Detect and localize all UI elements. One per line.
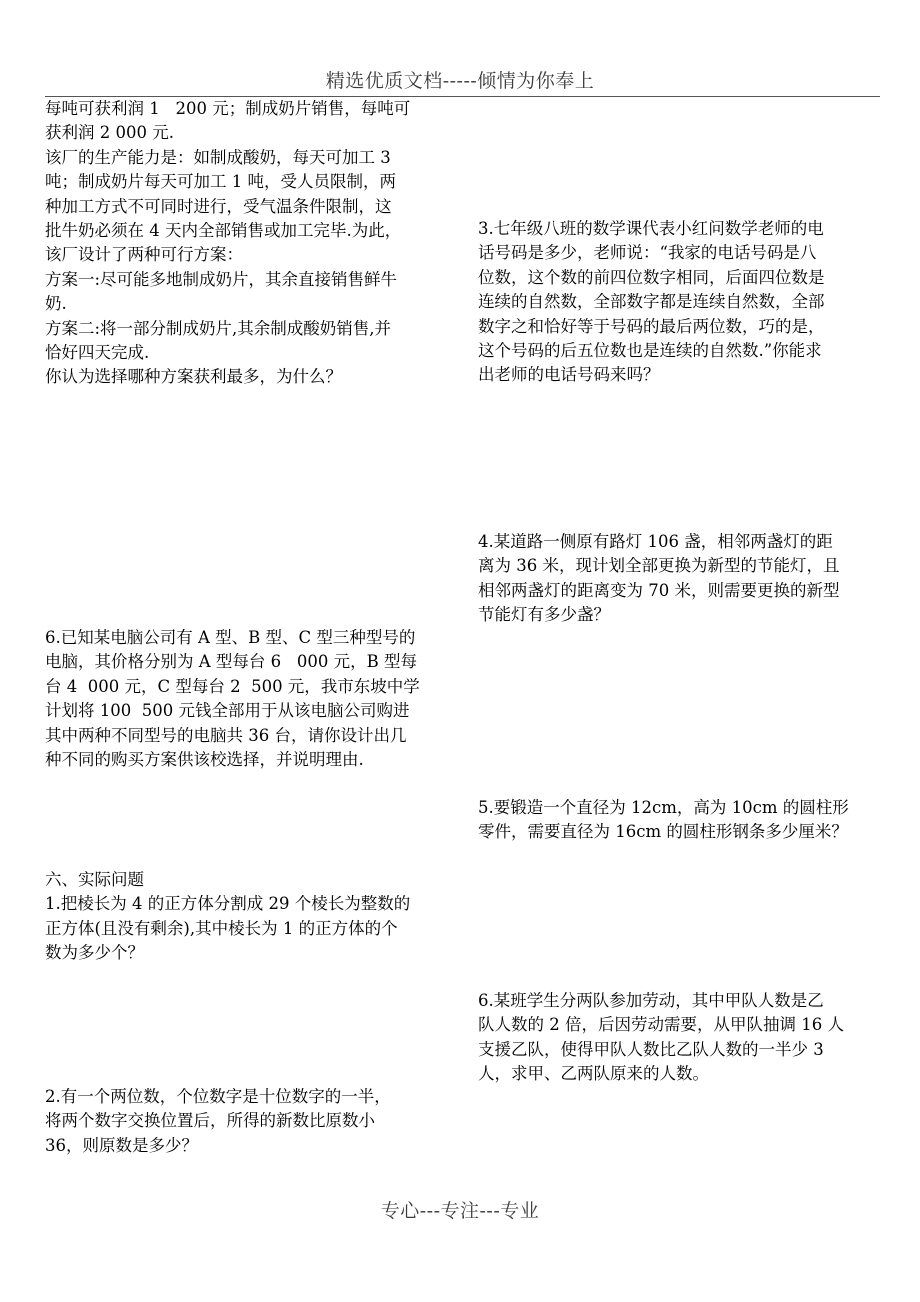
text-line: 位数，这个数的前四位数字相同，后面四位数是 [478, 267, 825, 287]
text-line: 数字之和恰好等于号码的最后两位数，巧的是， [478, 316, 825, 336]
text-line: 奶. [45, 294, 67, 314]
text-line: 离为 36 米，现计划全部更换为新型的节能灯，且 [478, 556, 840, 576]
text-line: 将两个数字交换位置后，所得的新数比原数小 [45, 1111, 375, 1131]
text-line: 数为多少个？ [45, 943, 144, 963]
text-line: 话号码是多少，老师说：“我家的电话号码是八 [478, 243, 817, 263]
text-line: 该厂的生产能力是：如制成酸奶，每天可加工 3 [45, 147, 391, 167]
text-line: 计划将 100 500 元钱全部用于从该电脑公司购进 [45, 701, 410, 721]
text-line: 你认为选择哪种方案获利最多，为什么？ [45, 367, 342, 387]
right-problem-5-cylinder [478, 796, 849, 845]
text-line: 5.要锻造一个直径为 12cm，高为 10cm 的圆柱形 [478, 798, 849, 817]
section-heading: 六、实际问题 [45, 870, 144, 889]
text-line: 6.某班学生分两队参加劳动，其中甲队人数是乙 [478, 991, 824, 1010]
text-line: 连续的自然数，全部数字都是连续自然数，全部 [478, 292, 825, 312]
text-line: 这个号码的后五位数也是连续的自然数.”你能求 [478, 341, 822, 361]
text-line: 该厂设计了两种可行方案： [45, 245, 243, 265]
left-problem-milk-plans [45, 97, 410, 390]
text-line: 支援乙队，使得甲队人数比乙队人数的一半少 3 [478, 1039, 824, 1059]
text-line: 吨；制成奶片每天可加工 1 吨，受人员限制，两 [45, 172, 396, 192]
text-line: 节能灯有多少盏？ [478, 605, 610, 625]
text-line: 方案一:尽可能多地制成奶片，其余直接销售鲜牛 [45, 269, 398, 289]
left-section-6-problem-1 [45, 868, 410, 966]
page-footer: 专心---专注---专业 [380, 1200, 540, 1222]
text-line: 其中两种不同型号的电脑共 36 台，请你设计出几 [45, 725, 407, 745]
text-line: 电脑，其价格分别为 A 型每台 6 000 元，B 型每 [45, 652, 417, 672]
text-line: 批牛奶必须在 4 天内全部销售或加工完毕.为此， [45, 221, 402, 241]
text-line: 4.某道路一侧原有路灯 106 盏，相邻两盏灯的距 [478, 532, 833, 551]
text-line: 零件，需要直径为 16cm 的圆柱形钢条多少厘米？ [478, 822, 848, 842]
text-line: 相邻两盏灯的距离变为 70 米，则需要更换的新型 [478, 580, 840, 600]
text-line: 正方体(且没有剩余),其中棱长为 1 的正方体的个 [45, 918, 398, 938]
left-problem-2-two-digit [45, 1085, 391, 1158]
left-problem-6-computers [45, 626, 420, 772]
text-line: 种加工方式不可同时进行，受气温条件限制，这 [45, 196, 392, 216]
text-line: 36，则原数是多少？ [45, 1135, 198, 1155]
text-line: 方案二:将一部分制成奶片,其余制成酸奶销售,并 [45, 318, 392, 338]
right-problem-4-streetlights [478, 530, 840, 628]
text-line: 恰好四天完成. [45, 343, 150, 363]
text-line: 获利润 2 000 元. [45, 123, 174, 143]
text-line: 3.七年级八班的数学课代表小红问数学老师的电 [478, 219, 824, 238]
text-line: 台 4 000 元，C 型每台 2 500 元，我市东坡中学 [45, 676, 420, 696]
text-line: 6.已知某电脑公司有 A 型、B 型、C 型三种型号的 [45, 628, 416, 647]
text-line: 种不同的购买方案供该校选择，并说明理由. [45, 750, 364, 770]
text-line: 出老师的电话号码来吗？ [478, 365, 660, 385]
text-line: 人，求甲、乙两队原来的人数。 [478, 1064, 709, 1084]
right-problem-3-phone [478, 217, 825, 388]
text-line: 队人数的 2 倍，后因劳动需要，从甲队抽调 16 人 [478, 1015, 844, 1035]
text-line: 2.有一个两位数，个位数字是十位数字的一半， [45, 1087, 391, 1106]
page-header: 精选优质文档-----倾情为你奉上 [325, 70, 595, 92]
right-problem-6-teams [478, 989, 844, 1087]
text-line: 1.把棱长为 4 的正方体分割成 29 个棱长为整数的 [45, 894, 411, 914]
text-line: 每吨可获利润 1 200 元；制成奶片销售，每吨可 [45, 99, 411, 118]
